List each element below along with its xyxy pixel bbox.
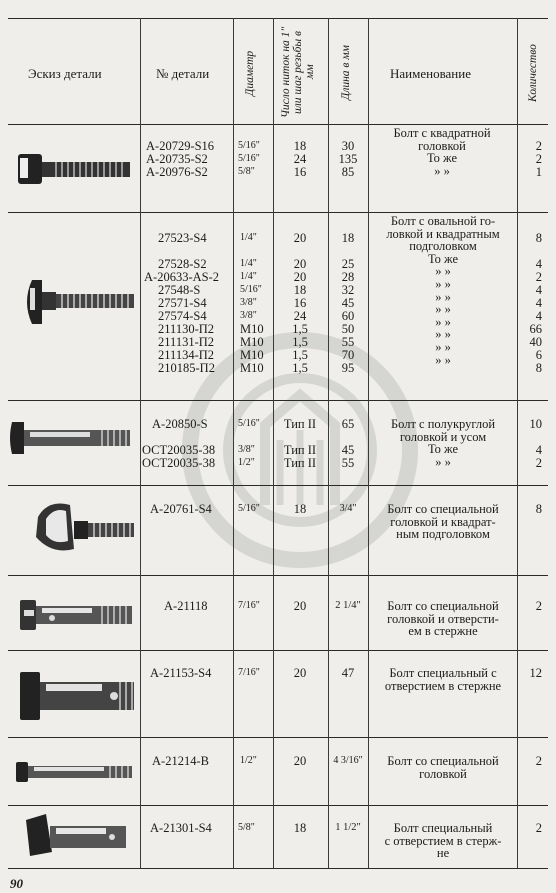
table-bottom-rule (8, 868, 548, 869)
threads: 20 (293, 257, 307, 271)
quantity: 8 (535, 502, 542, 516)
quantity: 2 (535, 152, 542, 166)
diameter: 5/16" (238, 153, 260, 164)
row-separator (8, 737, 548, 738)
quantity: 1 (535, 165, 542, 179)
part-name: Болт со специальной головкой (387, 754, 499, 781)
part-number: 27523-S4 (158, 231, 207, 245)
length: 47 (341, 666, 355, 680)
threads: 20 (293, 666, 307, 680)
threads: 24 (293, 152, 307, 166)
threads: Тип II (283, 443, 317, 457)
part-number: 211131-П2 (158, 335, 215, 349)
part-number: 211134-П2 (158, 348, 215, 362)
part-number: 27574-S4 (158, 309, 207, 323)
header-length: Длина в мм (340, 45, 352, 101)
threads: 1,5 (292, 361, 308, 375)
quantity: 4 (535, 443, 542, 457)
threads: 1,5 (292, 335, 308, 349)
length: 70 (341, 348, 355, 362)
hex-head-bolt-sketch (16, 150, 134, 190)
quantity: 4 (535, 309, 542, 323)
row-separator (8, 485, 548, 486)
diameter: 7/16" (238, 600, 260, 611)
part-number: А-21214-В (152, 754, 209, 768)
quantity: 10 (529, 417, 542, 431)
part-number: А-21118 (164, 599, 208, 613)
quantity: 6 (535, 348, 542, 362)
hex-bolt-with-hole-sketch (18, 666, 138, 726)
length: 45 (341, 296, 355, 310)
threads: 1,5 (292, 322, 308, 336)
header-part-number: № детали (156, 66, 210, 81)
diameter: 3/8" (238, 444, 255, 455)
length: 85 (341, 165, 355, 179)
diameter: 1/4" (240, 258, 257, 269)
long-special-bolt-sketch (14, 758, 136, 786)
quantity: 12 (529, 666, 542, 680)
length: 1 1/2" (335, 822, 361, 833)
length: 135 (338, 152, 358, 166)
length: 3/4" (339, 503, 357, 514)
threads: 16 (293, 165, 307, 179)
diameter: М10 (240, 348, 264, 362)
quantity: 2 (535, 821, 542, 835)
part-number: 27548-S (158, 283, 201, 297)
threads: 20 (293, 599, 307, 613)
part-name: Болт со специальной головкой и отверсти- ем в стержне (387, 599, 499, 639)
part-number: 27571-S4 (158, 296, 207, 310)
diameter: М10 (240, 335, 264, 349)
diameter: 1/2" (240, 755, 257, 766)
quantity: 4 (535, 296, 542, 310)
part-number: А-20850-S (152, 417, 208, 431)
length: 60 (341, 309, 355, 323)
length: 55 (341, 335, 355, 349)
part-name: Болт с овальной го- ловкой и квадратным подголовком То же » » » » » » » » » » » » » » » » (386, 214, 500, 367)
quantity: 66 (529, 322, 542, 336)
length: 55 (341, 456, 355, 470)
diameter: 1/2" (238, 457, 255, 468)
diameter: 7/16" (238, 667, 260, 678)
length: 30 (341, 139, 355, 153)
diameter: 1/4" (240, 232, 257, 243)
length: 18 (341, 231, 355, 245)
diameter: 5/16" (240, 284, 262, 295)
row-separator (8, 805, 548, 806)
column-divider (328, 18, 329, 868)
column-divider (140, 18, 141, 868)
length: 50 (341, 322, 355, 336)
quantity: 4 (535, 257, 542, 271)
threads: 18 (293, 502, 307, 516)
length: 32 (341, 283, 355, 297)
part-number: ОСТ20035-38 (142, 443, 216, 457)
page-number: 90 (10, 876, 23, 891)
part-number: А-20761-S4 (150, 502, 212, 516)
row-separator (8, 400, 548, 401)
part-number: А-20735-S2 (146, 152, 208, 166)
quantity: 8 (535, 231, 542, 245)
part-name: Болт специальный с отверстием в стерж- не (384, 821, 502, 861)
column-divider (368, 18, 369, 868)
table-top-rule (8, 18, 548, 19)
threads: 18 (293, 283, 307, 297)
column-divider (233, 18, 234, 868)
length: 2 1/4" (335, 600, 361, 611)
length: 65 (341, 417, 355, 431)
column-divider (517, 18, 518, 868)
threads: 20 (293, 754, 307, 768)
quantity: 2 (535, 599, 542, 613)
diameter: 5/16" (238, 140, 260, 151)
round-head-nib-bolt-sketch (10, 420, 134, 456)
diameter: 5/16" (238, 503, 260, 514)
diameter: М10 (240, 361, 264, 375)
length: 25 (341, 257, 355, 271)
slotted-special-bolt-sketch (18, 594, 136, 636)
threads: 24 (293, 309, 307, 323)
quantity: 4 (535, 283, 542, 297)
diameter: М10 (240, 322, 264, 336)
threads: 16 (293, 296, 307, 310)
length: 95 (341, 361, 355, 375)
header-sketch: Эскиз детали (28, 66, 102, 81)
part-number: А-20633-AS-2 (144, 270, 219, 284)
row-separator (8, 575, 548, 576)
eccentric-special-bolt-sketch (22, 812, 130, 858)
length: 4 3/16" (333, 755, 363, 766)
header-quantity: Количество (527, 44, 539, 102)
diameter: 1/4" (240, 271, 257, 282)
threads: 18 (293, 821, 307, 835)
part-name: Болт специальный с отверстием в стержне (384, 666, 502, 693)
part-number: 27528-S2 (158, 257, 207, 271)
threads: 20 (293, 231, 307, 245)
length: 45 (341, 443, 355, 457)
threads: 1,5 (292, 348, 308, 362)
carriage-bolt-sketch (22, 278, 138, 326)
part-name: Болт с полукруглой головкой и усом То же » » (390, 417, 496, 469)
part-name: Болт со специальной головкой и квадрат- ным подголовком (387, 502, 499, 542)
diameter: 5/8" (238, 822, 255, 833)
part-number: А-20729-S16 (146, 139, 215, 153)
length: 28 (341, 270, 355, 284)
threads: 20 (293, 270, 307, 284)
threads: Тип II (283, 417, 317, 431)
quantity: 40 (529, 335, 542, 349)
part-number: 210185-П2 (158, 361, 215, 375)
quantity: 2 (535, 139, 542, 153)
diameter: 5/16" (238, 418, 260, 429)
row-separator (8, 650, 548, 651)
part-number: А-21301-S4 (150, 821, 212, 835)
threads: 18 (293, 139, 307, 153)
header-diameter: Диаметр (244, 50, 256, 96)
quantity: 8 (535, 361, 542, 375)
diameter: 5/8" (238, 166, 255, 177)
header-name: Наименование (390, 66, 471, 81)
part-number: А-20976-S2 (146, 165, 208, 179)
part-number: ОСТ20035-38 (142, 456, 216, 470)
quantity: 2 (535, 270, 542, 284)
quantity: 2 (535, 754, 542, 768)
threads: Тип II (283, 456, 317, 470)
special-head-bolt-sketch (28, 497, 140, 559)
header-threads: Число ниток на 1" или шаг резьбы в мм (280, 26, 316, 118)
column-divider (273, 18, 274, 868)
part-number: 211130-П2 (158, 322, 215, 336)
part-name: Болт с квадратной головкой То же » » (393, 126, 491, 178)
quantity: 2 (535, 456, 542, 470)
diameter: 3/8" (240, 297, 257, 308)
part-number: А-21153-S4 (150, 666, 212, 680)
diameter: 3/8" (240, 310, 257, 321)
